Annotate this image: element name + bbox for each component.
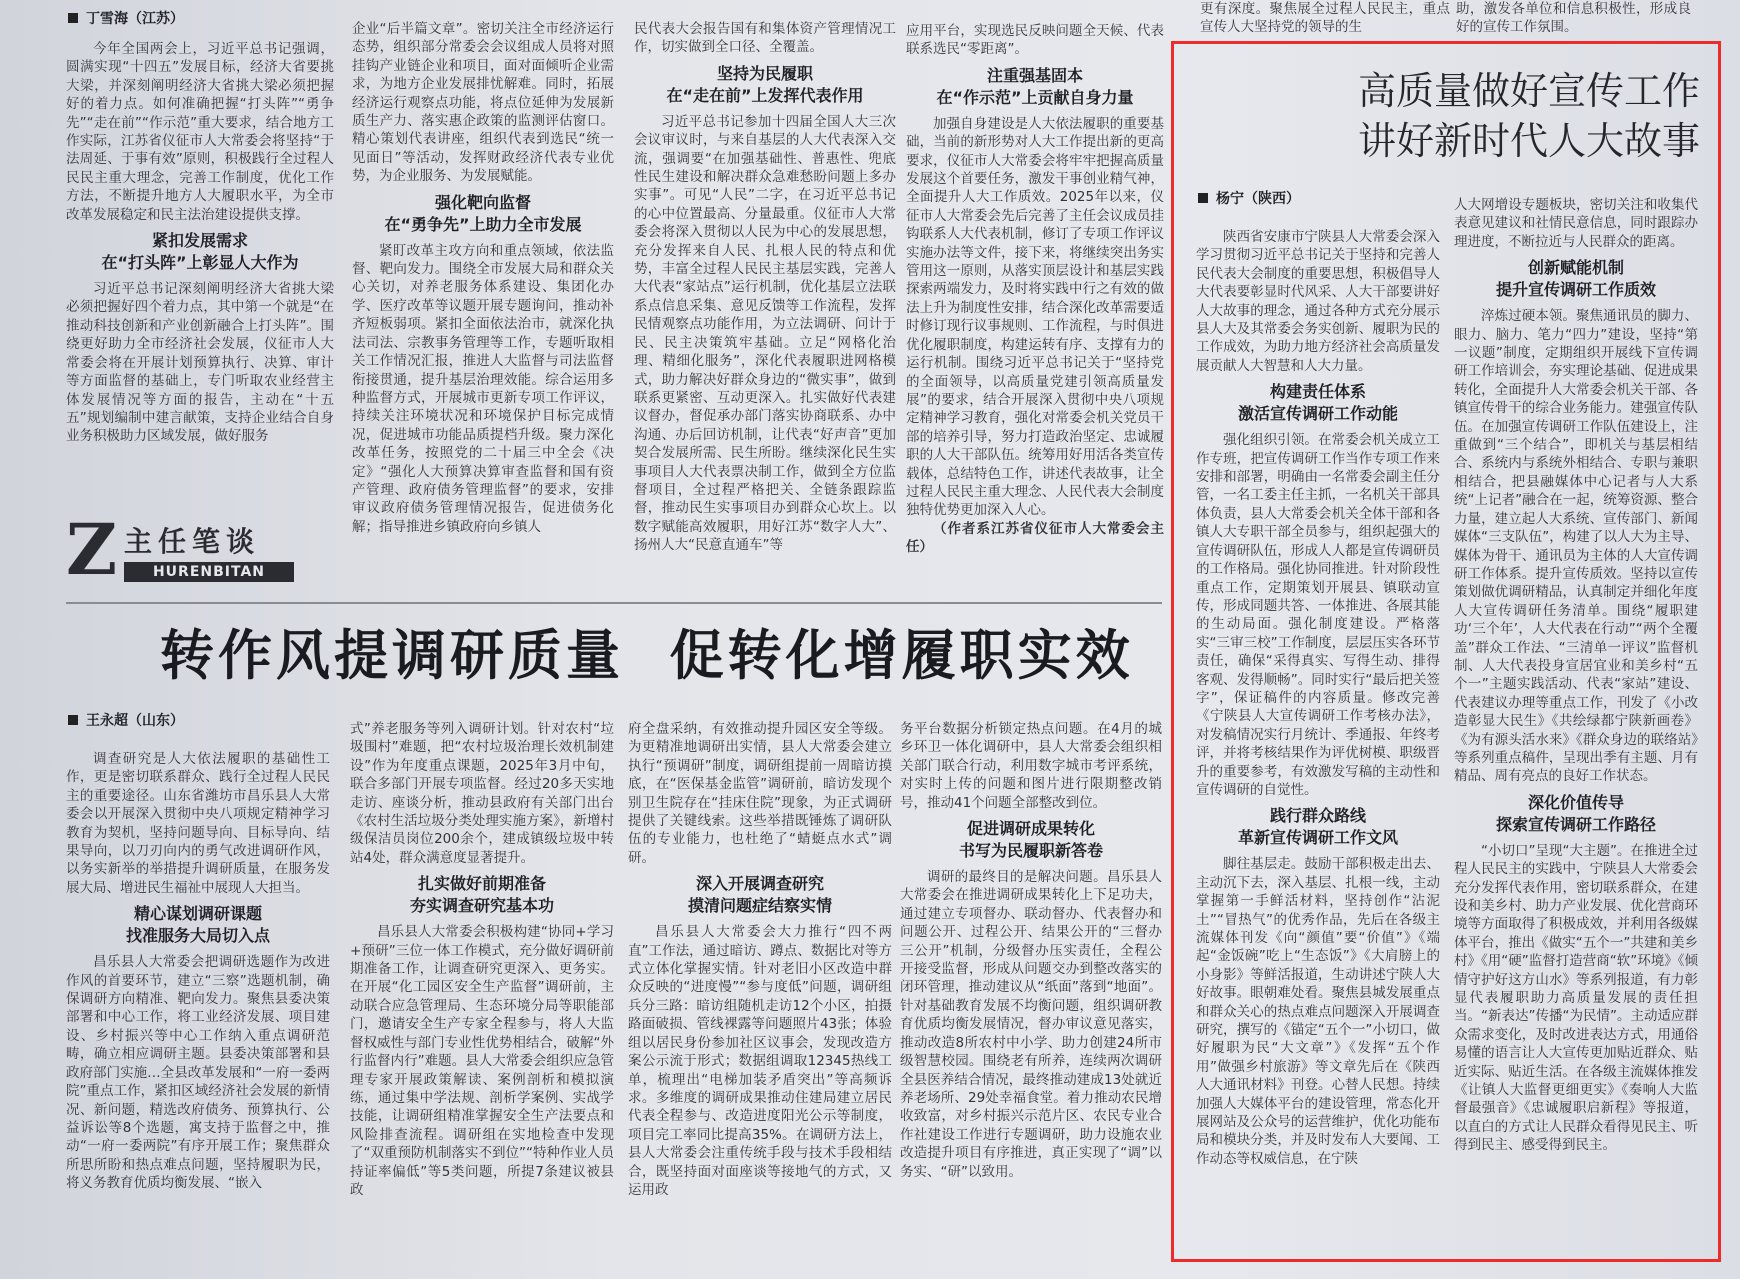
section-heading: 创新赋能机制 提升宣传调研工作质效 (1495, 258, 1656, 300)
paragraph: 企业“后半篇文章”。密切关注全市经济运行态势，组织部分常委会会议组成人员将对照挂钩产业链企业和项目，面对面倾听企业需求，为地方企业发展排忧解难。同时，拓展经济运行观察点功能，将点位延伸为发展新质生产力、落实惠企政策的监测评估窗口。精心策划代表讲座，组织代表到选民“统一见面日”等活动，发挥财政经济代表专业优势，为企业服务、为发展赋能。 (352, 21, 614, 185)
paragraph: 人大网增设专题板块，密切关注和收集代表意见建议和社情民意信息，同时跟踪办理进度，不断拉近与人民群众的距离。 (1454, 197, 1698, 250)
paragraph: 昌乐县人大常委会大力推行“四不两直”工作法，通过暗访、蹲点、数据比对等方式立体化掌握实情。针对老旧小区改造中群众反映的“进度慢”“参与度低”问题，调研组兵分三路：暗访组随机走访12个小区，拍摄路面破损、管线裸露等问题照片43张；体验组以居民身份参加社区议事会，发现改造方案公示流于形式；数据组调取12345热线工单，梳理出“电梯加装矛盾突出”等高频诉求。多维度的调研成果推动住建局建立居民代表全程参与、改造进度阳光公示等制度，项目完工率同比提高35%。在调研方法上，县人大常委会注重传统手段与技术手段相结合，既坚持面对面座谈等接地气的方式，又运用政 (628, 924, 892, 1198)
paragraph: 紧盯改革主攻方向和重点领域，依法监督、靶向发力。围绕全市发展大局和群众关心关切，对养老服务体系建设、集团化办学、医疗改革等议题开展专题询问，推动补齐短板弱项。紧扣全面依法治市，就深化执法司法、宗教事务管理等工作，专题听取相关工作情况汇报，推进人大监督与司法监督衔接贯通，提升基层治理效能。综合运用多种监督方式，开展城市更新专项工作评议，持续关注环境状况和环境保护目标完成情况，促进城市功能品质提档升级。聚力深化改革任务，按照党的二十届三中全会《决定》“强化人大预算决算审查监督和国有资产管理、政府债务管理监督”的要求，安排审议政府债务管理情况报告，促进债务化解；指导推进乡镇政府向乡镇人 (352, 242, 614, 535)
section-heading: 促进调研成果转化 书写为民履职新答卷 (958, 819, 1103, 861)
bottom-column-1 (66, 750, 330, 1250)
paragraph: “小切口”呈现“大主题”。在推进全过程人民民主的实践中，宁陕县人大常委会充分发挥代表作用，密切联系群众，在建设和美乡村、助力产业发展、优化营商环境等方面取得了积极成效，并利用各级媒体平台，推出《做实“五个一”共建和美乡村》《用“硬”监督打造营商“软”环境》《倾情守护好这方山水》等系列报道，有力彰显代表履职助力高质量发展的责任担当。“新表达”传播“为民情”。主动适应群众需求变化，及时改进表达方式，用通俗易懂的语言让人大宣传更加贴近群众、贴近实际、贴近生活。在各级主流媒体推发《让镇人大监督更细更实》《奏响人大监督最强音》《忠诚履职启新程》等报道，以直白的方式让人民群众看得见民主、听得到民主、感受得到民主。 (1454, 842, 1698, 1154)
fragment-a: 更有深度。聚焦展全过程人民民主，重点宣传人大坚持党的领导的生 (1200, 1, 1450, 36)
bottom-column-3 (628, 720, 892, 1250)
paragraph: 加强自身建设是人大依法履职的重要基础，当前的新形势对人大工作提出新的更高要求，仪征市人大常委会将牢牢把握高质量发展这个首要任务，激发干事创业精气神，全面提升人大工作质效。2025年以来，仪征市人大常委会先后完善了主任会议成员挂钩联系人大代表机制，修订了专项工作评议实施办法等文件，接下来，将继续突出务实管用这一原则，从落实顶层设计和基层实践探索两端发力，及时将实践中行之有效的做法上升为制度性安排，结合深化改革需要适时修订现行议事规则、工作流程，与时俱进优化履职制度，构建运转有序、支撑有力的运行机制。围绕习近平总书记关于“坚持党的全面领导，以高质量党建引领高质量发展”的要求，结合开展深入贯彻中央八项规定精神学习教育，强化对常委会机关党员干部的培养引导，努力打造政治坚定、忠诚履职的人大干部队伍。统筹用好用活各类宣传载体，总结特色工作，讲述代表故事，让全过程人民民主重大理念、人民代表大会制度独特优势更加深入人心。 (906, 115, 1164, 519)
paragraph: 调研的最终目的是解决问题。昌乐县人大常委会在推进调研成果转化上下足功夫，通过建立专项督办、联动督办、代表督办和问题公开、过程公开、结果公开的“三督办三公开”机制，分级督办压实责任，全程公开接受监督，形成从问题交办到整改落实的闭环管理，推动建议从“纸面”落到“地面”。针对基础教育发展不均衡问题，组织调研教育优质均衡发展情况，督办审议意见落实，推动改造8所农村中小学、助力创建24所市级智慧校园。围绕老有所养，连续两次调研全县医养结合情况，最终推动建成13处就近养老场所、29处幸福食堂。着力推动农民增收致富，对乡村振兴示范片区、农民专业合作社建设工作进行专题调研，助力设施农业改造提升项目有序推进，真正实现了“调”以务实、“研”以致用。 (900, 869, 1162, 1180)
bottom-column-4 (900, 720, 1162, 1250)
right-article-title: 高质量做好宣传工作 讲好新时代人大故事 (1357, 69, 1700, 163)
paragraph: 今年全国两会上，习近平总书记强调，圆满实现“十四五”发展目标，经济大省要挑大梁，并深刻阐明经济大省挑大梁必须把握好的着力点。如何准确把握“打头阵”“勇争先”“走在前”“作示范”重大要求，结合地方工作实际，江苏省仪征市人大常委会将坚持“于法周延、于事有效”原则，积极践行全过程人民民主重大理念，完善工作制度，优化工作方法，不断提升地方人大履职水平，为全市改革发展稳定和民主法治建设提供支撑。 (66, 41, 334, 223)
fragment-b: 助，激发各单位和信息积极性，形成良好的宣传工作氛围。 (1456, 1, 1691, 36)
section-heading: 坚持为民履职 在“走在前”上发挥代表作用 (666, 63, 864, 105)
section-divider (66, 602, 1162, 604)
logo-pinyin: HURENBITAN (124, 562, 294, 582)
byline-square-icon (68, 13, 78, 23)
right-column-1 (1196, 228, 1440, 1248)
paragraph: 应用平台，实现选民反映问题全天候、代表联系选民“零距离”。 (906, 23, 1164, 58)
article-column-2 (352, 20, 614, 595)
paragraph: 习近平总书记参加十四届全国人大三次会议审议时，与来自基层的人大代表深入交流，强调要“在加强基础性、普惠性、兜底性民生建设和解决群众急难愁盼问题上多办实事”。可见“人民”二字，在习近平总书记的心中位置最高、分量最重。仪征市人大常委会将深入贯彻以人民为中心的发展思想，充分发挥来自人民、扎根人民的特点和优势，丰富全过程人民民主基层实践，完善人大代表“家站点”运行机制，优化基层立法联系点信息采集、意见反馈等工作流程，发挥民情观察点功能作用，为立法调研、问计于民、民主决策筑牢基础。立足“网格化治理、精细化服务”，深化代表履职进网格模式，助力解决好群众身边的“微实事”，做到联系更紧密、互动更深入。扎实做好代表建议督办，督促承办部门落实协商联系、办中沟通、办后回访机制，让代表“好声音”更加契合发展所需、民生所盼。继续深化民生实事项目人大代表票决制工作，做到全方位监督项目，全过程严格把关、全链条跟踪监督，推动民生实事项目办到群众心坎上。以数字赋能高效履职，用好江苏“数字人大”、扬州人大“民意直通车”等 (634, 113, 896, 554)
right-byline: 杨宁（陕西） (1198, 190, 1428, 212)
top-byline: 丁雪海（江苏） (68, 10, 328, 32)
paragraph: 脚往基层走。鼓励干部积极走出去、主动沉下去，深入基层、扎根一线，主动掌握第一手鲜活材料，坚持创作“沾泥土”“冒热气”的优秀作品，先后在各级主流媒体刊发《向“颜值”要“价值”》《端起“金饭碗”吃上“生态饭”》《大肩膀上的小身影》等鲜活报道，生动讲述宁陕人大好故事。眼朝难处看。聚焦县城发展重点和群众关心的热点难点问题深入开展调查研究，撰写的《锚定“五个一”小切口，做好履职为民“大文章”》《发挥“五个作用”做强乡村旅游》等文章先后在《陕西人大通讯材料》刊登。心替人民想。持续加强人大媒体平台的建设管理，常态化开展网站及公众号的运营维护，优化功能布局和模块分类，并及时发布人大要闻、工作动态等权威信息，在宁陕 (1196, 856, 1440, 1167)
main-headline: 转作风提调研质量 促转化增履职实效 (160, 623, 1134, 687)
byline-square-icon (68, 715, 78, 725)
section-heading: 扎实做好前期准备 夯实调查研究基本功 (409, 874, 554, 916)
section-heading: 构建责任体系 激活宣传调研工作动能 (1237, 382, 1398, 424)
article-column-3 (634, 20, 896, 595)
right-column-2 (1454, 196, 1698, 1248)
logo-initial: Z (66, 508, 118, 591)
bottom-byline: 王永超（山东） (68, 712, 328, 734)
paragraph: 昌乐县人大常委会把调研选题作为改进作风的首要环节，建立“三察”选题机制，确保调研方向精准、靶向发力。聚焦县委决策部署和中心工作，将工业经济发展、项目建设、乡村振兴等中心工作纳入重点调研范畴，确立相应调研主题。县委决策部署和县政府部门实施…全县改革发展和“一府一委两院”重点工作，紧扣区域经济社会发展的新情况、新问题，精选改府债务、预算执行、公益诉讼等8个选题，寓支持于监督之中，推动“一府一委两院”有序开展工作；聚焦群众所思所盼和热点难点问题，坚持履职为民，将义务教育优质均衡发展、“嵌入 (66, 954, 330, 1192)
section-heading: 深入开展调查研究 摸清问题症结察实情 (687, 874, 832, 916)
bottom-column-2 (350, 720, 614, 1250)
paragraph: 式”养老服务等列入调研计划。针对农村“垃圾围村”难题，把“农村垃圾治理长效机制建设”作为年度重点课题，2025年3月中旬，联合多部门开展专项监督。经过20多天实地走访、座谈分析，推动县政府有关部门出台《农村生活垃圾分类处理实施方案》，新增村级保洁员岗位200余个，建成镇级垃圾中转站4处，群众满意度显著提升。 (350, 721, 614, 866)
section-heading: 注重强基固本 在“作示范”上贡献自身力量 (936, 65, 1134, 107)
paragraph: 民代表大会报告国有和集体资产管理情况工作，切实做到全口径、全覆盖。 (634, 21, 896, 56)
paragraph: 昌乐县人大常委会积极构建“协同+学习+预研”三位一体工作模式，充分做好调研前期准备工作，让调查研究更深入、更务实。在开展“化工园区安全生产监督”调研前，主动联合应急管理局、生态环境分局等职能部门，邀请安全生产专家全程参与，将人大监督权威性与部门专业性优势相结合，破解“外行监督内行”难题。县人大常委会组织应急管理专家开展政策解读、案例剖析和模拟演练，通过集中学法规、剖析学案例、实战学技能，让调研组精准掌握安全生产法要点和风险排查流程。调研组在实地检查中发现了“双重预防机制落实不到位”“特种作业人员持证率偏低”等5类问题，所提7条建议被县政 (350, 924, 614, 1198)
paragraph: 强化组织引领。在常委会机关成立工作专班，把宣传调研工作当作专项工作来安排和部署，明确由一名常委会副主任分管，一名工委主任主抓，一名机关干部具体负责，县人大常委会机关全体干部和各镇人大专职干部全员参与，组织起强大的宣传调研队伍，形成人人都是宣传调研员的工作格局。强化协同推进。针对阶段性重点工作，定期策划开展县、镇联动宣传，形成同题共答、一体推进、各展其能的生动局面。强化制度建设。严格落实“三审三校”工作制度，层层压实各环节责任，确保“采得真实、写得生动、排得客观、发得顺畅”。同时实行“最后把关签字”，保证稿件的内容质量。修改完善《宁陕县人大宣传调研工作考核办法》，对发稿情况实行月统计、季通报、年终考评，并将考核结果作为评优树模、职级晋升的重要参考，有效激发写稿的主动性和宣传调研的自觉性。 (1196, 432, 1440, 798)
column-logo (66, 508, 296, 591)
section-heading: 践行群众路线 革新宣传调研工作文风 (1237, 806, 1398, 848)
paragraph: 府全盘采纳，有效推动提升园区安全等级。为更精准地调研出实情，县人大常委会建立执行“预调研”制度，调研组提前一周暗访摸底，在“医保基金监管”调研前，暗访发现个别卫生院存在“挂床住院”现象，为正式调研提供了关键线索。这些举措既锤炼了调研队伍的专业能力，也杜绝了“蜻蜓点水式”调研。 (628, 721, 892, 866)
paragraph: 务平台数据分析锁定热点问题。在4月的城乡环卫一体化调研中，县人大常委会组织相关部门联合行动，利用数字城市考评系统，对实时上传的问题和图片进行限期整改销号，推动41个问题全部整改到位。 (900, 721, 1162, 811)
logo-title: 主任笔谈 (124, 525, 261, 558)
section-heading: 深化价值传导 探索宣传调研工作路径 (1495, 792, 1656, 834)
paragraph: 淬炼过硬本领。聚焦通讯员的脚力、眼力、脑力、笔力“四力”建设，坚持“第一议题”制度，定期组织开展线下宣传调研工作培训会，夯实理论基础、促进成果转化，全面提升人大常委会机关干部、各镇宣传骨干的综合业务能力。建强宣传队伍。在加强宣传调研工作队伍建设上，注重做到“三个结合”，即机关与基层相结合、系统内与系统外相结合、专职与兼职相结合，把县融媒体中心记者与人大系统“上记者”融合在一起，统筹资源、整合力量，建立起人大系统、宣传部门、新闻媒体“三支队伍”，构建了以人大为主导、媒体为骨干、通讯员为主体的人大宣传调研工作体系。提升宣传质效。坚持以宣传策划做优调研精品，认真制定并细化年度人大宣传调研任务清单。围绕“履职建功‘三个年’，人大代表在行动”“两个全覆盖”群众工作法、“三清单一评议”监督机制、人大代表投身宣居宜业和美乡村“五个一”主题实践活动、代表“家站”建设、代表建议办理等重点工作，刊发了《小改造彰显大民生》《共绘绿都宁陕新画卷》《为有源头活水来》《群众身边的联络站》等系列重点稿件，呈现出季有主题、月有精品、周有亮点的良好工作状态。 (1454, 308, 1698, 785)
byline-square-icon (1198, 193, 1208, 203)
section-heading: 强化靶向监督 在“勇争先”上助力全市发展 (384, 192, 582, 234)
paragraph: 陕西省安康市宁陕县人大常委会深入学习贯彻习近平总书记关于坚持和完善人民代表大会制度的重要思想，积极倡导人大代表要彰显时代风采、人大干部要讲好人大故事的理念，通过各种方式充分展示县人大及其常委会务实创新、履职为民的工作成效，为助力地方经济社会高质量发展贡献人大智慧和人大力量。 (1196, 229, 1440, 374)
section-heading: 紧扣发展需求 在“打头阵”上彰显人大作为 (101, 231, 299, 273)
paragraph: 习近平总书记深刻阐明经济大省挑大梁必须把握好四个着力点，其中第一个就是“在推动科技创新和产业创新融合上打头阵”。围绕更好助力全市经济社会发展，仪征市人大常委会将在开展计划预算执行、决算、审计等方面监督的基础上，专门听取农业经营主体发展情况等方面的报告，主动在“十五五”规划编制中建言献策，支持企业结合自身业务积极助力区域发展，做好服务 (66, 281, 334, 445)
section-heading: 精心谋划调研课题 找准服务大局切入点 (125, 904, 270, 946)
article-column-4 (906, 22, 1164, 597)
author-credit: （作者系江苏省仪征市人大常委会主任） (906, 520, 1164, 556)
article-column-1 (66, 40, 334, 500)
paragraph: 调查研究是人大依法履职的基础性工作，更是密切联系群众、践行全过程人民民主的重要途径。山东省潍坊市昌乐县人大常委会以开展深入贯彻中央八项规定精神学习教育为契机，坚持问题导向、目标导向、结果导向，以刀刃向内的勇气改进调研作风，以务实新举的举措提升调研质量，在服务发展大局、增进民生福祉中展现人大担当。 (66, 751, 330, 896)
